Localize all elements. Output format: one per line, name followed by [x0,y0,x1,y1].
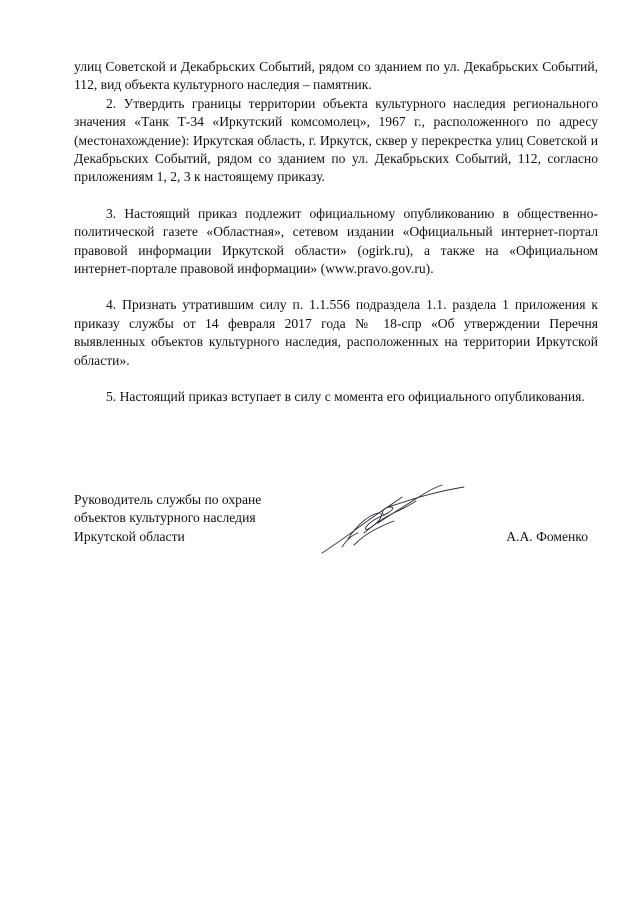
position-line-2: объектов культурного наследия [74,510,256,526]
document-body [74,58,598,407]
paragraph-5-effective: 5. Настоящий приказ вступает в силу с момента его официального опубликования. [106,389,585,405]
position-line-3: Иркутской области [74,528,185,544]
handwritten-signature-icon [318,483,468,559]
paragraph-2-boundaries: 2. Утвердить границы территории объекта культурного наследия регионального значения «Танк Т-34 «Иркутский комсомолец», 1967 г., расположенного по адресу (местонахождение): Иркутская область, г. Иркутск, сквер у перекрестка улиц Советской и Декабрьских Событий, рядом со зданием по ул. Декабрьских Событий, 112, согласно приложениям 1, 2, 3 к настоящему приказу. [74,95,598,185]
paragraph-continuation: улиц Советской и Декабрьских Событий, рядом со зданием по ул. Декабрьских Событий, 112, вид объекта культурного наследия – памятник. [74,59,598,93]
signatory-position [74,491,261,546]
paragraph-3-publication: 3. Настоящий приказ подлежит официальному опубликованию в общественно-политической газете «Областная», сетевом издании «Официальный интернет-портал правовой информации Иркутской области» (ogirk.ru), а также на «Официальном интернет-портале правовой информации» (www.pravo.gov.ru). [74,205,598,277]
paragraph-4-repeal: 4. Признать утратившим силу п. 1.1.556 подраздела 1.1. раздела 1 приложения к приказу службы от 14 февраля 2017 года № 18-спр «Об утверждении Перечня выявленных объектов культурного наследия, расположенных на территории Иркутской области». [74,297,598,368]
position-line-1: Руководитель службы по охране [74,492,262,507]
signatory-name: А.А. Фоменко [506,528,588,544]
signature-block [74,491,598,571]
